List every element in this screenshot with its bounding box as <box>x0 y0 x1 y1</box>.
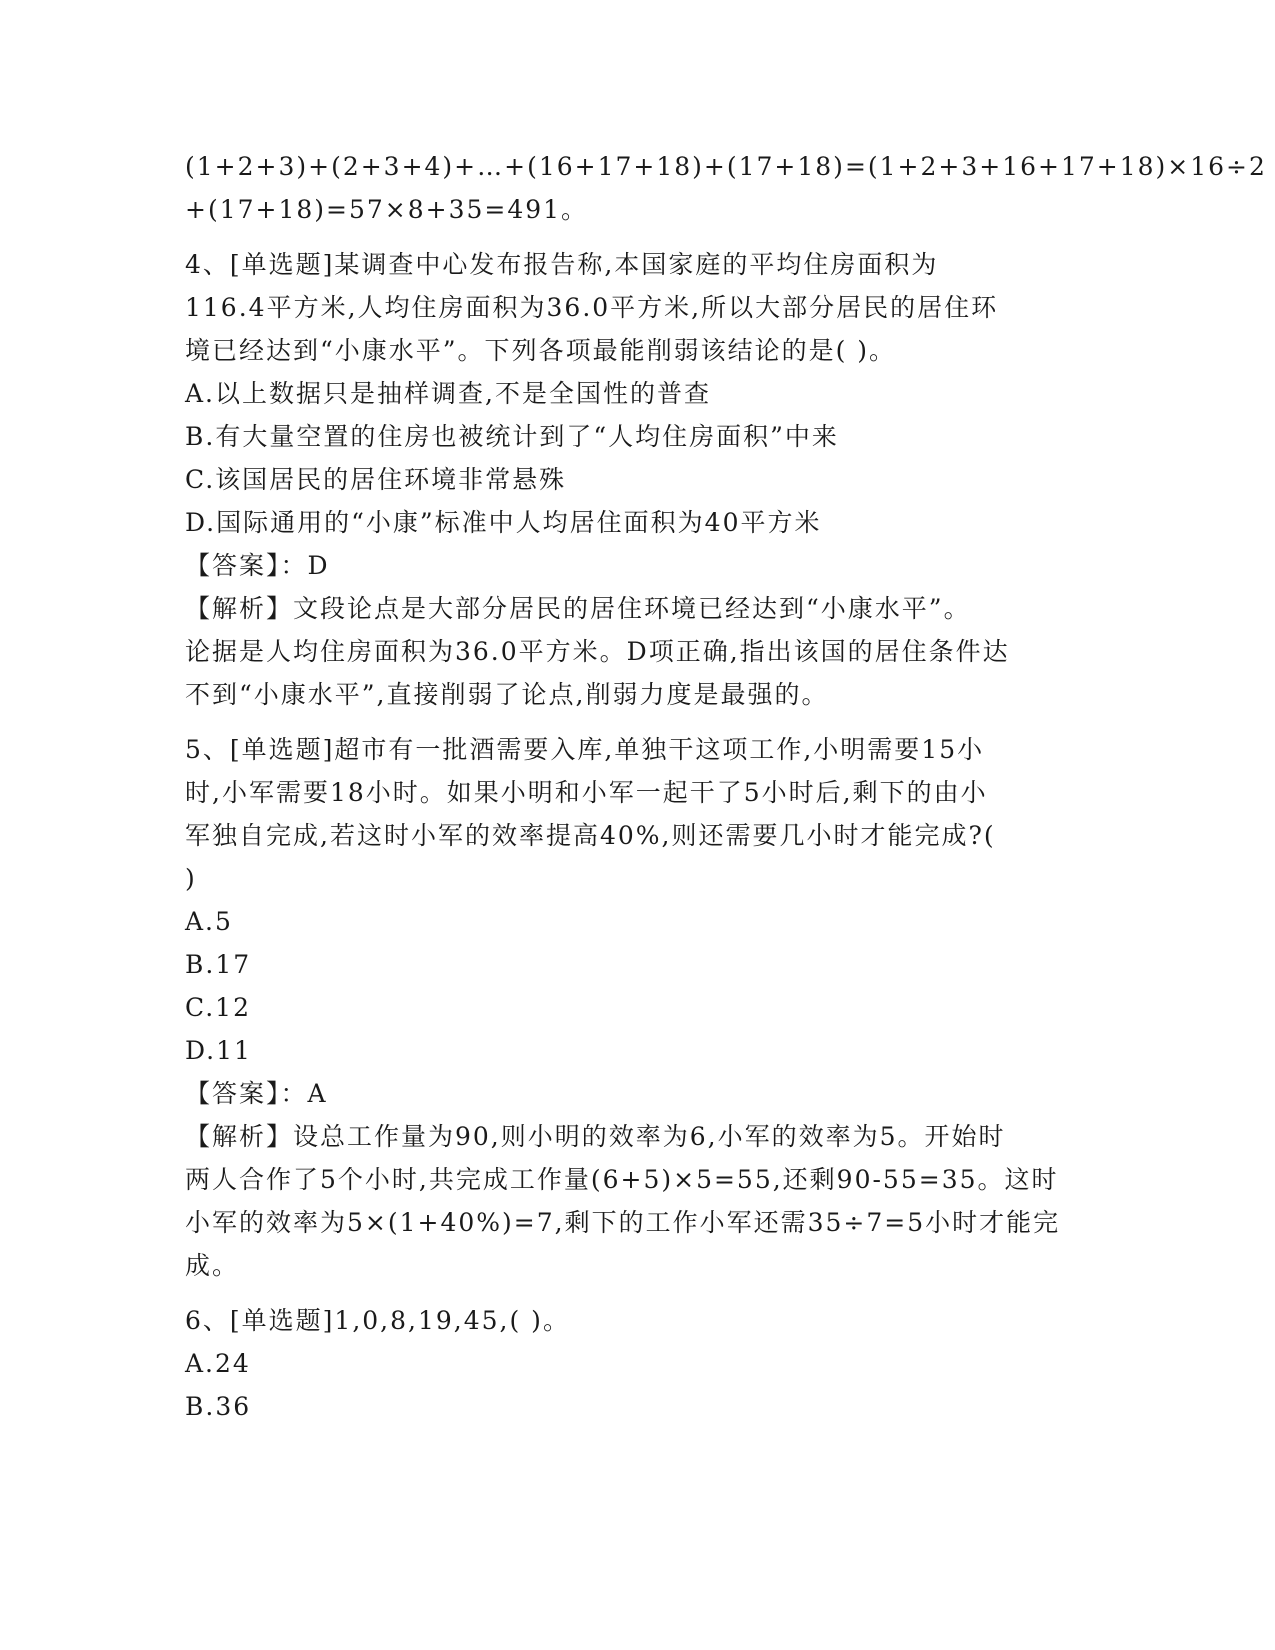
analysis-line: 【解析】文段论点是大部分居民的居住环境已经达到“小康水平”。 <box>185 594 971 623</box>
question-stem: 6、[单选题]1,0,8,19,45,( )。 <box>185 1306 570 1335</box>
option-a: A.以上数据只是抽样调查,不是全国性的普查 <box>185 379 711 408</box>
option-b: B.17 <box>185 950 252 979</box>
analysis-line: 两人合作了5个小时,共完成工作量(6+5)×5=55,还剩90-55=35。这时 <box>185 1165 1059 1194</box>
question-stem: 116.4平方米,人均住房面积为36.0平方米,所以大部分居民的居住环 <box>185 293 999 322</box>
option-c: C.12 <box>185 993 251 1022</box>
question-stem: 时,小军需要18小时。如果小明和小军一起干了5小时后,剩下的由小 <box>185 778 988 807</box>
analysis-line: 小军的效率为5×(1+40%)=7,剩下的工作小军还需35÷7=5小时才能完 <box>185 1208 1061 1237</box>
analysis-line: 【解析】设总工作量为90,则小明的效率为6,小军的效率为5。开始时 <box>185 1122 1006 1151</box>
question-stem: ) <box>185 864 197 893</box>
option-d: D.国际通用的“小康”标准中人均居住面积为40平方米 <box>185 508 822 537</box>
question-stem: 军独自完成,若这时小军的效率提高40%,则还需要几小时才能完成?( <box>185 821 996 850</box>
option-b: B.36 <box>185 1392 252 1421</box>
text-line: +(17+18)=57×8+35=491。 <box>185 195 589 224</box>
prev-analysis-continuation <box>185 145 1267 231</box>
question-4 <box>185 243 1085 716</box>
option-a: A.5 <box>185 907 233 936</box>
answer-line: 【答案】：D <box>185 551 330 580</box>
answer-line: 【答案】：A <box>185 1079 328 1108</box>
option-c: C.该国居民的居住环境非常悬殊 <box>185 465 567 494</box>
text-line: (1+2+3)+(2+3+4)+…+(16+17+18)+(17+18)=(1+2+3+16+17+18)×16÷2 <box>185 152 1267 181</box>
option-a: A.24 <box>185 1349 251 1378</box>
question-stem: 境已经达到“小康水平”。下列各项最能削弱该结论的是( )。 <box>185 336 897 365</box>
question-stem: 5、[单选题]超市有一批酒需要入库,单独干这项工作,小明需要15小 <box>185 735 985 764</box>
option-b: B.有大量空置的住房也被统计到了“人均住房面积”中来 <box>185 422 839 451</box>
question-stem: 4、[单选题]某调查中心发布报告称,本国家庭的平均住房面积为 <box>185 250 939 279</box>
question-5 <box>185 728 1085 1287</box>
document-page <box>185 145 1267 1428</box>
analysis-line: 成。 <box>185 1251 240 1280</box>
question-6 <box>185 1299 1085 1428</box>
analysis-line: 论据是人均住房面积为36.0平方米。D项正确,指出该国的居住条件达 <box>185 637 1010 666</box>
analysis-line: 不到“小康水平”,直接削弱了论点,削弱力度是最强的。 <box>185 680 829 709</box>
option-d: D.11 <box>185 1036 252 1065</box>
